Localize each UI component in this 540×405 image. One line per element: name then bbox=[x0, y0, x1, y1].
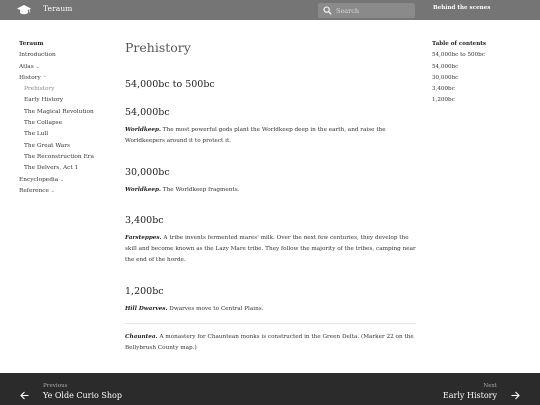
previous-page-link[interactable] bbox=[0, 373, 200, 405]
nav-item-the-collapse[interactable]: The Collapse bbox=[24, 120, 63, 127]
nav-item-history[interactable] bbox=[19, 75, 114, 86]
toc-item[interactable]: 54,000bc bbox=[432, 63, 459, 70]
behind-the-scenes-link[interactable]: Behind the scenes bbox=[433, 5, 491, 11]
section-heading: 30,000bc bbox=[125, 166, 170, 178]
previous-label: Previous bbox=[43, 383, 68, 389]
nav-item-reference[interactable] bbox=[19, 188, 114, 199]
section-heading: 54,000bc bbox=[125, 107, 170, 118]
history-entry bbox=[125, 185, 416, 196]
history-entry bbox=[125, 304, 416, 315]
page-footer bbox=[0, 373, 540, 405]
arrow-left-icon bbox=[20, 391, 29, 400]
entry-text: A tribe invents fermented mares' milk. Over the next few centuries, they develop the skill and become known as the Lazy Mare tribe. They follow the majority of the tribes, camping near the end of the horde. bbox=[125, 234, 416, 264]
sidebar-nav bbox=[19, 41, 114, 199]
entry-lead: Farsteppes. bbox=[125, 234, 162, 241]
search-icon bbox=[323, 6, 332, 15]
nav-item-delvers-act-1[interactable]: The Delvers, Act 1 bbox=[24, 165, 79, 172]
next-label: Next bbox=[483, 383, 497, 389]
history-entry bbox=[125, 233, 416, 267]
nav-item-label: Introduction bbox=[19, 52, 56, 59]
next-page-title: Early History bbox=[442, 391, 497, 400]
toc-title: Table of contents bbox=[432, 41, 487, 47]
section-heading: 3,400bc bbox=[125, 214, 164, 226]
entry-lead: Chauntea. bbox=[125, 334, 158, 341]
nav-item-the-lull[interactable]: The Lull bbox=[24, 131, 49, 138]
top-header bbox=[0, 0, 540, 20]
nav-item-label: Atlas bbox=[19, 63, 34, 70]
nav-item-introduction[interactable] bbox=[19, 52, 114, 63]
nav-item-prehistory[interactable]: Prehistory bbox=[24, 86, 55, 93]
table-of-contents bbox=[432, 41, 532, 109]
previous-page-title: Ye Olde Curio Shop bbox=[43, 391, 122, 400]
site-title[interactable]: Teraum bbox=[43, 4, 73, 13]
toc-item[interactable]: 54,000bc to 500bc bbox=[432, 52, 485, 59]
chevron-down-icon: ⌄ bbox=[50, 188, 55, 194]
entry-lead: Worldkeep. bbox=[125, 186, 161, 193]
nav-item-great-wars[interactable]: The Great Wars bbox=[24, 142, 70, 149]
nav-item-encyclopedia[interactable] bbox=[19, 177, 114, 188]
nav-item-label: History bbox=[19, 74, 41, 81]
section-heading: 54,000bc to 500bc bbox=[125, 79, 215, 90]
entry-text: The most powerful gods plant the Worldkeep deep in the earth, and raise the Worldkeepers around it to protect it. bbox=[125, 127, 386, 145]
nav-item-reconstruction-era[interactable]: The Reconstruction Era bbox=[24, 153, 94, 160]
nav-item-early-history[interactable]: Early History bbox=[24, 97, 64, 104]
entry-lead: Hill Dwarves. bbox=[125, 305, 168, 312]
entry-text: A monastery for Chauntean monks is constructed in the Green Delta. (Marker 22 on the Bellybrush County map.) bbox=[125, 334, 414, 352]
toc-item[interactable]: 1,200bc bbox=[432, 97, 455, 104]
page-title: Prehistory bbox=[125, 40, 191, 55]
nav-item-label: Reference bbox=[19, 187, 49, 194]
section-heading: 1,200bc bbox=[125, 285, 164, 297]
main-content bbox=[125, 40, 416, 355]
nav-item-atlas[interactable] bbox=[19, 64, 114, 75]
search-box[interactable] bbox=[318, 3, 415, 18]
nav-title[interactable]: Teraum bbox=[19, 41, 44, 47]
next-page-link[interactable] bbox=[340, 373, 540, 405]
entry-text: Dwarves move to Central Plains. bbox=[167, 305, 264, 312]
section-divider bbox=[125, 323, 416, 324]
toc-item[interactable]: 30,000bc bbox=[432, 74, 459, 81]
graduation-cap-icon[interactable] bbox=[17, 4, 31, 16]
entry-text: The Worldkeep fragments. bbox=[161, 186, 240, 193]
nav-item-label: Encyclopedia bbox=[19, 176, 59, 183]
chevron-down-icon: ⌄ bbox=[35, 64, 40, 70]
history-entry bbox=[125, 332, 416, 355]
search-input[interactable] bbox=[336, 4, 412, 17]
nav-item-magical-revolution[interactable]: The Magical Revolution bbox=[24, 108, 94, 115]
chevron-up-icon: ⌃ bbox=[42, 75, 47, 81]
history-entry bbox=[125, 125, 416, 148]
entry-lead: Worldkeep. bbox=[125, 127, 161, 133]
chevron-down-icon: ⌄ bbox=[60, 177, 65, 183]
toc-item[interactable]: 3,400bc bbox=[432, 86, 455, 93]
arrow-right-icon bbox=[511, 391, 520, 400]
